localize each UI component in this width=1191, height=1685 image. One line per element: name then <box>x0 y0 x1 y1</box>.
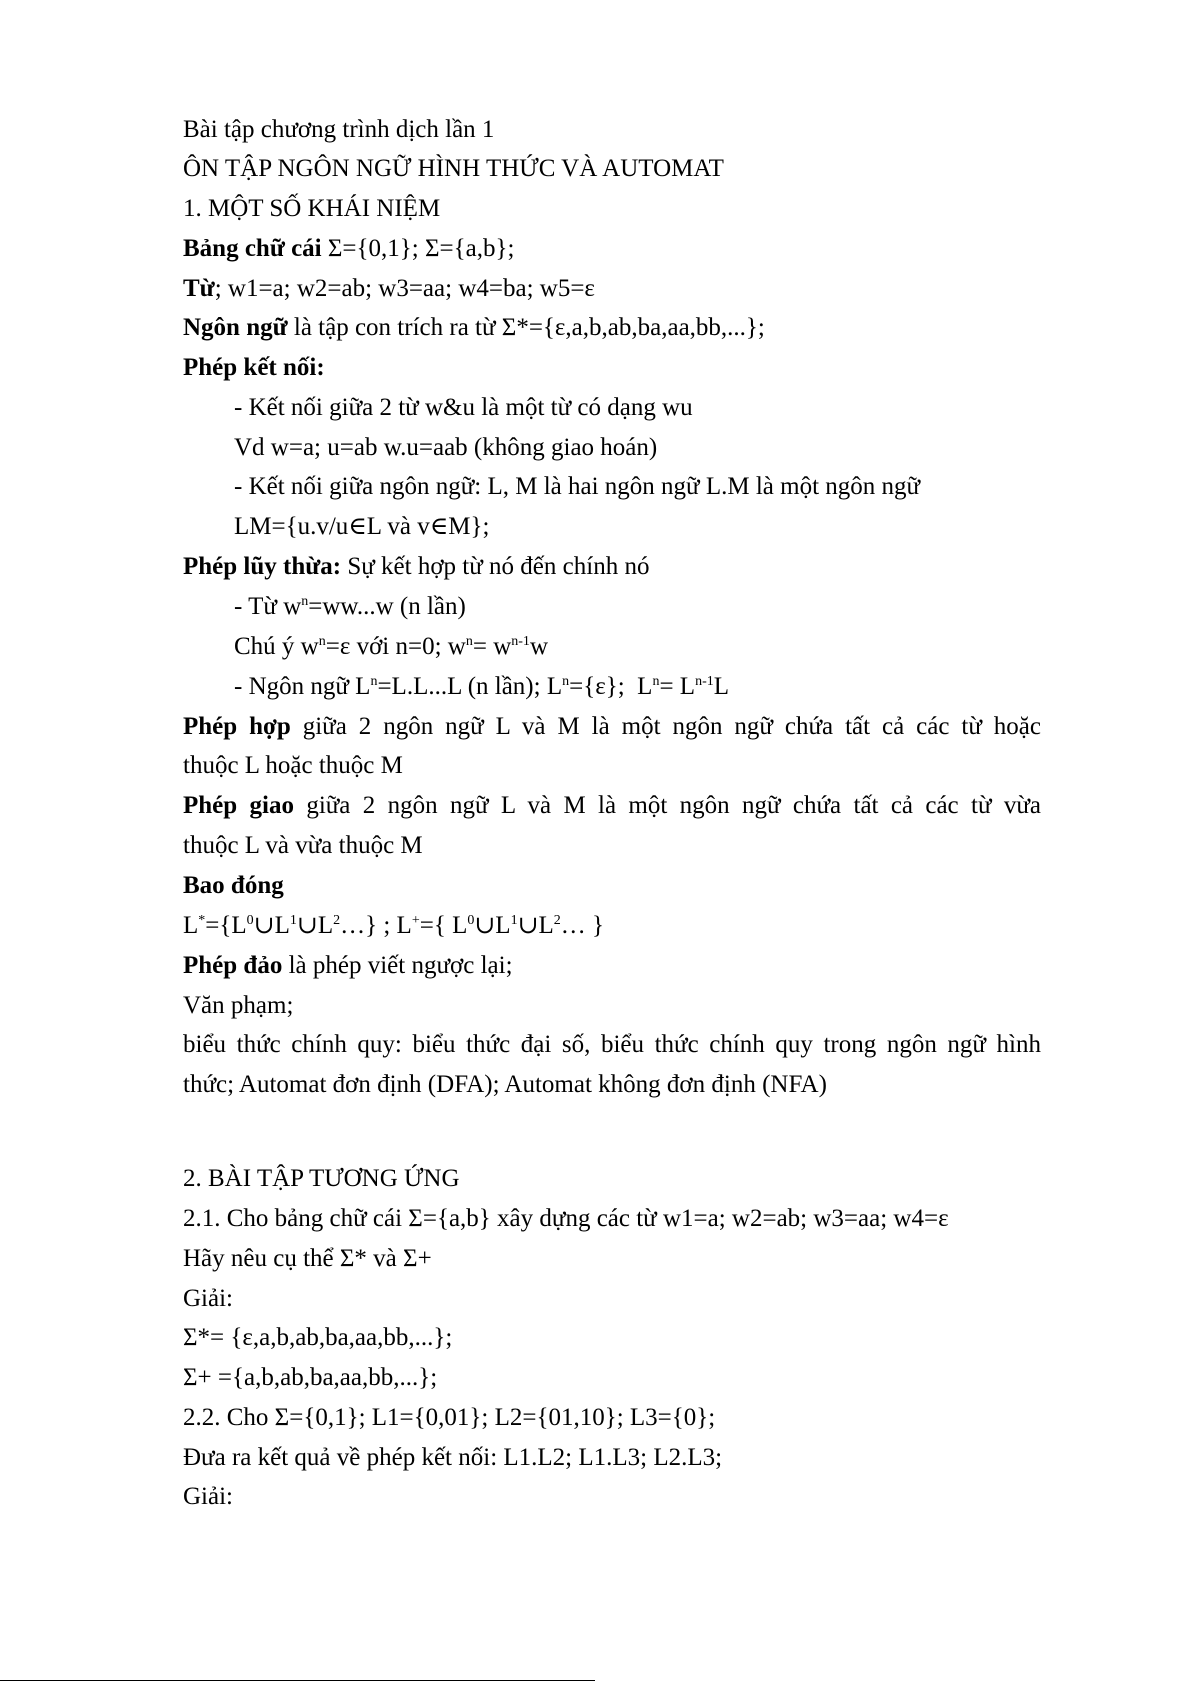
formula-sup: 1 <box>289 913 297 928</box>
section1-heading: 1. MỘT SỐ KHÁI NIỆM <box>183 195 441 222</box>
formula-sup: 2 <box>333 913 341 928</box>
formula-sup: 0 <box>246 913 254 928</box>
def-text: là phép viết ngược lại; <box>282 952 513 979</box>
def-text: Σ={0,1}; Σ={a,b}; <box>321 235 515 262</box>
formula-sup: n-1 <box>695 674 714 689</box>
formula-text: ∪L <box>253 912 290 939</box>
def-power <box>183 552 649 582</box>
concat-line-2: Vd w=a; u=ab w.u=aab (không giao hoán) <box>234 434 658 461</box>
formula-sup: n-1 <box>511 634 530 649</box>
power-line-1 <box>234 592 466 622</box>
def-text: Sự kết hợp từ nó đến chính nó <box>341 553 650 580</box>
def-text: giữa 2 ngôn ngữ L và M là một ngôn ngữ chứa tất cả các từ hoặc <box>290 713 1041 740</box>
formula-sup: n <box>652 674 660 689</box>
formula-text: =ww...w (n lần) <box>308 593 466 620</box>
formula-sup: n <box>318 634 326 649</box>
exercise-2-1-answer-2: Σ+ ={a,b,ab,ba,aa,bb,...}; <box>183 1364 438 1391</box>
formula-sup: 2 <box>553 913 561 928</box>
document-title: ÔN TẬP NGÔN NGỮ HÌNH THỨC VÀ AUTOMAT <box>183 155 724 182</box>
formula-text: ={ε}; L <box>569 673 653 700</box>
formula-text: L <box>183 912 199 939</box>
formula-text: - Ngôn ngữ L <box>234 673 371 700</box>
def-word <box>183 274 595 304</box>
concat-line-4: LM={u.v/u∈L và v∈M}; <box>234 513 490 540</box>
def-term: Phép hợp <box>183 713 291 740</box>
formula-text: =ε với n=0; w <box>325 633 466 660</box>
def-text: ; w1=a; w2=ab; w3=aa; w4=ba; w5=ε <box>214 275 595 302</box>
def-term: Phép đảo <box>183 952 283 979</box>
def-regex-line-1: biểu thức chính quy: biểu thức đại số, biểu thức chính quy trong ngôn ngữ hình <box>183 1031 1041 1058</box>
def-grammar: Văn phạm; <box>183 992 294 1019</box>
def-text: là tập con trích ra từ Σ*={ε,a,b,ab,ba,aa,bb,...}; <box>287 314 765 341</box>
formula-text: Chú ý w <box>234 633 319 660</box>
formula-text: ∪L <box>296 912 334 939</box>
def-term: Ngôn ngữ <box>183 314 288 341</box>
def-regex-line-2: thức; Automat đơn định (DFA); Automat không đơn định (NFA) <box>183 1071 827 1098</box>
def-text: giữa 2 ngôn ngữ L và M là một ngôn ngữ chứa tất cả các từ vừa <box>293 792 1041 819</box>
def-term: Bảng chữ cái <box>183 235 322 262</box>
formula-text: ={ L <box>419 912 468 939</box>
def-intersect-cont: thuộc L và vừa thuộc M <box>183 832 423 859</box>
exercise-2-1-solve: Giải: <box>183 1285 233 1312</box>
exercise-2-2-solve: Giải: <box>183 1483 233 1510</box>
formula-sup: n <box>562 674 570 689</box>
formula-text: - Từ w <box>234 593 302 620</box>
closure-formula <box>183 911 604 941</box>
formula-text: =L.L...L (n lần); L <box>377 673 563 700</box>
formula-text: … } <box>560 912 605 939</box>
formula-sup: 1 <box>510 913 518 928</box>
formula-sup: 0 <box>467 913 475 928</box>
def-term: Phép kết nối: <box>183 354 325 381</box>
formula-sup: * <box>198 913 206 928</box>
formula-sup: n <box>301 594 309 609</box>
def-term: Từ <box>183 275 215 302</box>
formula-sup: + <box>411 913 420 928</box>
formula-text: = L <box>659 673 696 700</box>
formula-text: ={L <box>205 912 247 939</box>
formula-text: = w <box>472 633 512 660</box>
def-language <box>183 313 765 343</box>
power-line-2 <box>234 632 548 662</box>
formula-sup: n <box>370 674 378 689</box>
formula-sup: n <box>465 634 473 649</box>
formula-text: ∪L <box>517 912 554 939</box>
document-subtitle: Bài tập chương trình dịch lần 1 <box>183 116 495 143</box>
exercise-2-1-line-1: 2.1. Cho bảng chữ cái Σ={a,b} xây dựng các từ w1=a; w2=ab; w3=aa; w4=ε <box>183 1205 949 1232</box>
formula-text: w <box>529 633 548 660</box>
exercise-2-1-answer-1: Σ*= {ε,a,b,ab,ba,aa,bb,...}; <box>183 1324 453 1351</box>
exercise-2-1-line-2: Hãy nêu cụ thể Σ* và Σ+ <box>183 1245 432 1272</box>
def-union <box>183 712 1041 742</box>
def-closure <box>183 871 284 901</box>
def-term: Bao đóng <box>183 872 284 899</box>
def-alphabet <box>183 234 514 264</box>
def-concat <box>183 353 325 383</box>
formula-text: …} ; L <box>340 912 412 939</box>
footer-rule <box>0 1680 595 1681</box>
def-intersect <box>183 791 1041 821</box>
concat-line-3: - Kết nối giữa ngôn ngữ: L, M là hai ngôn ngữ L.M là một ngôn ngữ <box>234 473 921 500</box>
formula-text: ∪L <box>474 912 511 939</box>
concat-line-1: - Kết nối giữa 2 từ w&u là một từ có dạng wu <box>234 394 693 421</box>
def-union-cont: thuộc L hoặc thuộc M <box>183 752 403 779</box>
section2-heading: 2. BÀI TẬP TƯƠNG ỨNG <box>183 1165 460 1192</box>
def-term: Phép lũy thừa: <box>183 553 342 580</box>
formula-text: L <box>713 673 730 700</box>
exercise-2-2-line-2: Đưa ra kết quả về phép kết nối: L1.L2; L1.L3; L2.L3; <box>183 1444 723 1471</box>
exercise-2-2-line-1: 2.2. Cho Σ={0,1}; L1={0,01}; L2={01,10}; L3={0}; <box>183 1404 716 1431</box>
power-line-3 <box>234 672 729 702</box>
def-reverse <box>183 951 513 981</box>
def-term: Phép giao <box>183 792 294 819</box>
